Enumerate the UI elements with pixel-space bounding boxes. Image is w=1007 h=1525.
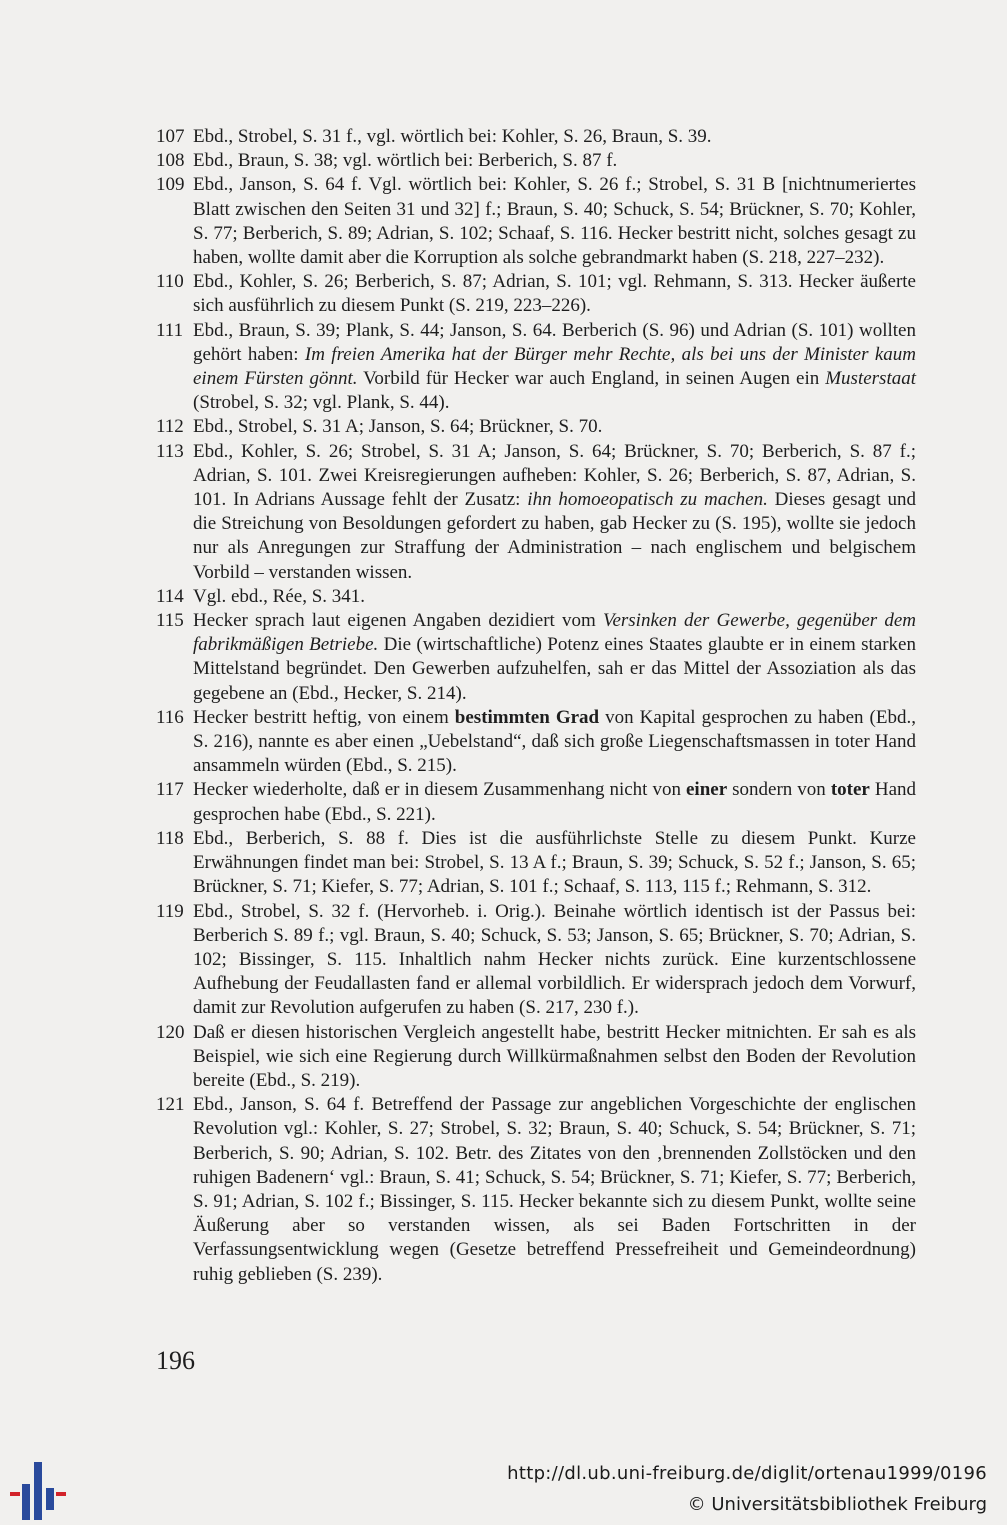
footnote-text: Hecker wiederholte, daß er in diesem Zusammenhang nicht von einer sondern von toter Hand gesprochen habe (Ebd., S. 221).: [193, 779, 917, 825]
footnote-number: 108: [156, 150, 185, 172]
footnote-number: 120: [156, 1021, 185, 1043]
footnote-number: 110: [156, 271, 184, 293]
footnote: [156, 900, 916, 1021]
footnote-number: 113: [156, 440, 184, 462]
footnote: [156, 585, 916, 609]
footnote-number: 121: [156, 1094, 185, 1116]
footnote-text: Ebd., Kohler, S. 26; Strobel, S. 31 A; Janson, S. 64; Brückner, S. 70; Berberich, S. 87 f.; Adrian, S. 101. Zwei Kreisregierungen aufheben: Kohler, S. 26; Berberich, S. 87, Adrian, S. 101. In Adrians Aussage fehlt der Zusatz: ihn homoeopatisch zu machen. Dieses gesagt und die Streichung von Besoldungen gefordert zu haben, gab Hecker zu (S. 195), wollte sie jedoch nur als Anregungen zur Straffung der Administration – nach englischem und belgischem Vorbild – verstanden wissen.: [193, 440, 916, 583]
footnote-text: Hecker bestritt heftig, von einem bestimmten Grad von Kapital gesprochen zu haben (Ebd., S. 216), nannte es aber einen „Uebelstand“, daß sich große Liegenschaftsmassen in toter Hand ansammeln würden (Ebd., S. 215).: [193, 706, 916, 777]
footnote: [156, 1021, 916, 1094]
footnote-number: 116: [156, 706, 184, 728]
footnotes: [156, 125, 916, 1287]
footnote: [156, 706, 916, 779]
footnote-text: Ebd., Strobel, S. 31 f., vgl. wörtlich bei: Kohler, S. 26, Braun, S. 39.: [193, 126, 712, 147]
footnote-number: 109: [156, 174, 185, 196]
footnote: [156, 1093, 916, 1287]
footnote: [156, 149, 916, 173]
footnote: [156, 778, 916, 826]
footnote-text: Hecker sprach laut eigenen Angaben dezidiert vom Versinken der Gewerbe, gegenüber dem fabrikmäßigen Betriebe. Die (wirtschaftliche) Potenz eines Staates glaubte er in einem starken Mittelstand begründet. Den Gewerben aufzuhelfen, sah er das Mittel der Assoziation als das gegebene an (Ebd., Hecker, S. 214).: [193, 610, 916, 704]
footnote-number: 115: [156, 610, 184, 632]
source-url[interactable]: http://dl.ub.uni-freiburg.de/diglit/ortenau1999/0196: [507, 1463, 987, 1484]
footnote: [156, 125, 916, 149]
footnote: [156, 270, 916, 318]
footnote-text: Ebd., Janson, S. 64 f. Vgl. wörtlich bei: Kohler, S. 26 f.; Strobel, S. 31 B [nichtnumeriertes Blatt zwischen den Seiten 31 und 32] f.; Braun, S. 40; Schuck, S. 54; Brückner, S. 70; Kohler, S. 77; Berberich, S. 89; Adrian, S. 102; Schaaf, S. 116. Hecker bestritt nicht, solches gesagt zu haben, wollte damit aber die Korruption als solche gebrandmarkt haben (S. 218, 227–232).: [193, 174, 916, 269]
page-number: 196: [156, 1346, 195, 1375]
copyright-text: © Universitätsbibliothek Freiburg: [687, 1494, 987, 1515]
footnote-text: Ebd., Strobel, S. 32 f. (Hervorheb. i. Orig.). Beinahe wörtlich identisch ist der Passus bei: Berberich S. 89 f.; vgl. Braun, S. 40; Schuck, S. 53; Janson, S. 65; Brückner, S. 70; Adrian, S. 102; Bissinger, S. 115. Inhaltlich nahm Hecker nichts zurück. Eine kurzentschlossene Aufhebung der Feudallasten fand er allemal vorbildlich. Er widersprach jedoch dem Vorwurf, damit zur Revolution aufgerufen zu haben (S. 217, 230 f.).: [193, 900, 916, 1019]
footnote: [156, 609, 916, 706]
footnote-text: Ebd., Berberich, S. 88 f. Dies ist die ausführlichste Stelle zu diesem Punkt. Kurze Erwähnungen findet man bei: Strobel, S. 13 A f.; Braun, S. 39; Schuck, S. 52 f.; Janson, S. 65; Brückner, S. 71; Kiefer, S. 77; Adrian, S. 101 f.; Schaaf, S. 113, 115 f.; Rehmann, S. 312.: [193, 827, 916, 898]
footnote-text: Daß er diesen historischen Vergleich angestellt habe, bestritt Hecker mitnichten. Er sah es als Beispiel, wie sich eine Regierung durch Willkürmaßnahmen selbst den Boden der Revolution bereite (Ebd., S. 219).: [193, 1021, 916, 1091]
footnote-text: Ebd., Braun, S. 39; Plank, S. 44; Janson, S. 64. Berberich (S. 96) und Adrian (S. 101) wollten gehört haben: Im freien Amerika hat der Bürger mehr Rechte, als bei uns der Minister kaum einem Fürsten gönnt. Vorbild für Hecker war auch England, in seinen Augen ein Musterstaat (Strobel, S. 32; vgl. Plank, S. 44).: [193, 319, 916, 414]
footnote-text: Ebd., Kohler, S. 26; Berberich, S. 87; Adrian, S. 101; vgl. Rehmann, S. 313. Hecker äußerte sich ausführlich zu diesem Punkt (S. 219, 223–226).: [193, 271, 916, 317]
footnote-text: Ebd., Braun, S. 38; vgl. wörtlich bei: Berberich, S. 87 f.: [193, 150, 618, 172]
footnote-number: 107: [156, 126, 185, 147]
footnote-number: 117: [156, 779, 184, 801]
footnote: [156, 415, 916, 439]
footnote: [156, 440, 916, 585]
footnote: [156, 319, 916, 416]
footnote-number: 119: [156, 900, 184, 922]
footnote-number: 118: [156, 827, 184, 849]
footnote-text: Ebd., Strobel, S. 31 A; Janson, S. 64; Brückner, S. 70.: [193, 416, 603, 438]
footnote-number: 112: [156, 416, 184, 438]
footnote-number: 111: [156, 319, 184, 341]
footnote-number: 114: [156, 585, 184, 607]
footnote: [156, 827, 916, 900]
footnote-text: Vgl. ebd., Rée, S. 341.: [193, 585, 366, 607]
footnote: [156, 173, 916, 270]
library-logo-icon: [10, 1462, 66, 1520]
footnote-text: Ebd., Janson, S. 64 f. Betreffend der Passage zur angeblichen Vorgeschichte der englischen Revolution vgl.: Kohler, S. 27; Strobel, S. 32; Braun, S. 40; Schuck, S. 54; Brückner, S. 71; Berberich, S. 90; Adrian, S. 102. Betr. des Zitates von den ‚brennenden Zollstöcken und den ruhigen Badenern‘ vgl.: Braun, S. 41; Schuck, S. 54; Brückner, S. 71; Kiefer, S. 77; Berberich, S. 91; Adrian, S. 102 f.; Bissinger, S. 115. Hecker bekannte sich zu diesem Punkt, wollte seine Äußerung aber so verstanden wissen, als sei Baden Fortschritten in der Verfassungsentwicklung wegen (Gesetze betreffend Pressefreiheit und Gemeindeordnung) ruhig geblieben (S. 239).: [193, 1094, 916, 1285]
